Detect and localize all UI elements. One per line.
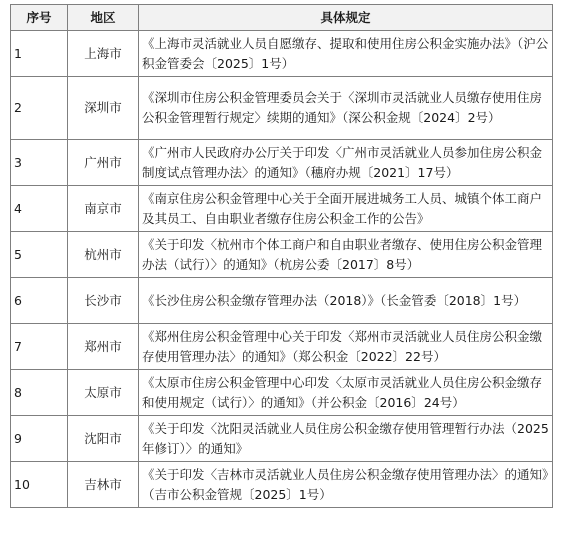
row-rule: 《关于印发〈杭州市个体工商户和自由职业者缴存、使用住房公积金管理办法（试行）〉的通知》（杭房公委〔2017〕8号）: [139, 232, 553, 278]
row-index: 10: [11, 462, 68, 508]
row-rule: 《上海市灵活就业人员自愿缴存、提取和使用住房公积金实施办法》（沪公积金管委会〔2025〕1号）: [139, 31, 553, 77]
row-index: 1: [11, 31, 68, 77]
row-index: 2: [11, 77, 68, 140]
row-region: 深圳市: [68, 77, 139, 140]
row-index: 9: [11, 416, 68, 462]
row-region: 吉林市: [68, 462, 139, 508]
table-row: [11, 370, 553, 416]
header-region: 地区: [68, 5, 139, 31]
table-row: [11, 140, 553, 186]
table-row: [11, 462, 553, 508]
row-region: 长沙市: [68, 278, 139, 324]
row-rule: 《长沙住房公积金缴存管理办法（2018）》（长金管委〔2018〕1号）: [139, 278, 553, 324]
row-rule: 《郑州住房公积金管理中心关于印发〈郑州市灵活就业人员住房公积金缴存使用管理办法〉的通知》（郑公积金〔2022〕22号）: [139, 324, 553, 370]
table-row: [11, 77, 553, 140]
row-index: 6: [11, 278, 68, 324]
row-rule: 《关于印发〈吉林市灵活就业人员住房公积金缴存使用管理办法〉的通知》（吉市公积金管规〔2025〕1号）: [139, 462, 553, 508]
row-rule: 《关于印发〈沈阳灵活就业人员住房公积金缴存使用管理暂行办法（2025年修订）〉的通知》: [139, 416, 553, 462]
row-region: 郑州市: [68, 324, 139, 370]
row-rule: 《广州市人民政府办公厅关于印发〈广州市灵活就业人员参加住房公积金制度试点管理办法〉的通知》（穗府办规〔2021〕17号）: [139, 140, 553, 186]
row-rule: 《深圳市住房公积金管理委员会关于〈深圳市灵活就业人员缴存使用住房公积金管理暂行规定〉续期的通知》（深公积金规〔2024〕2号）: [139, 77, 553, 140]
row-region: 杭州市: [68, 232, 139, 278]
table-header-row: [11, 5, 553, 31]
table-row: [11, 278, 553, 324]
header-index: 序号: [11, 5, 68, 31]
row-index: 4: [11, 186, 68, 232]
table-row: [11, 232, 553, 278]
table-row: [11, 416, 553, 462]
row-region: 上海市: [68, 31, 139, 77]
row-region: 南京市: [68, 186, 139, 232]
row-rule: 《南京住房公积金管理中心关于全面开展进城务工人员、城镇个体工商户及其员工、自由职业者缴存住房公积金工作的公告》: [139, 186, 553, 232]
row-region: 沈阳市: [68, 416, 139, 462]
table-row: [11, 186, 553, 232]
row-index: 8: [11, 370, 68, 416]
row-region: 太原市: [68, 370, 139, 416]
header-rule: 具体规定: [139, 5, 553, 31]
row-rule: 《太原市住房公积金管理中心印发〈太原市灵活就业人员住房公积金缴存和使用规定（试行）〉的通知》（并公积金〔2016〕24号）: [139, 370, 553, 416]
regulations-table: [10, 4, 553, 508]
row-index: 7: [11, 324, 68, 370]
table-row: [11, 31, 553, 77]
row-index: 3: [11, 140, 68, 186]
row-index: 5: [11, 232, 68, 278]
row-region: 广州市: [68, 140, 139, 186]
table-row: [11, 324, 553, 370]
